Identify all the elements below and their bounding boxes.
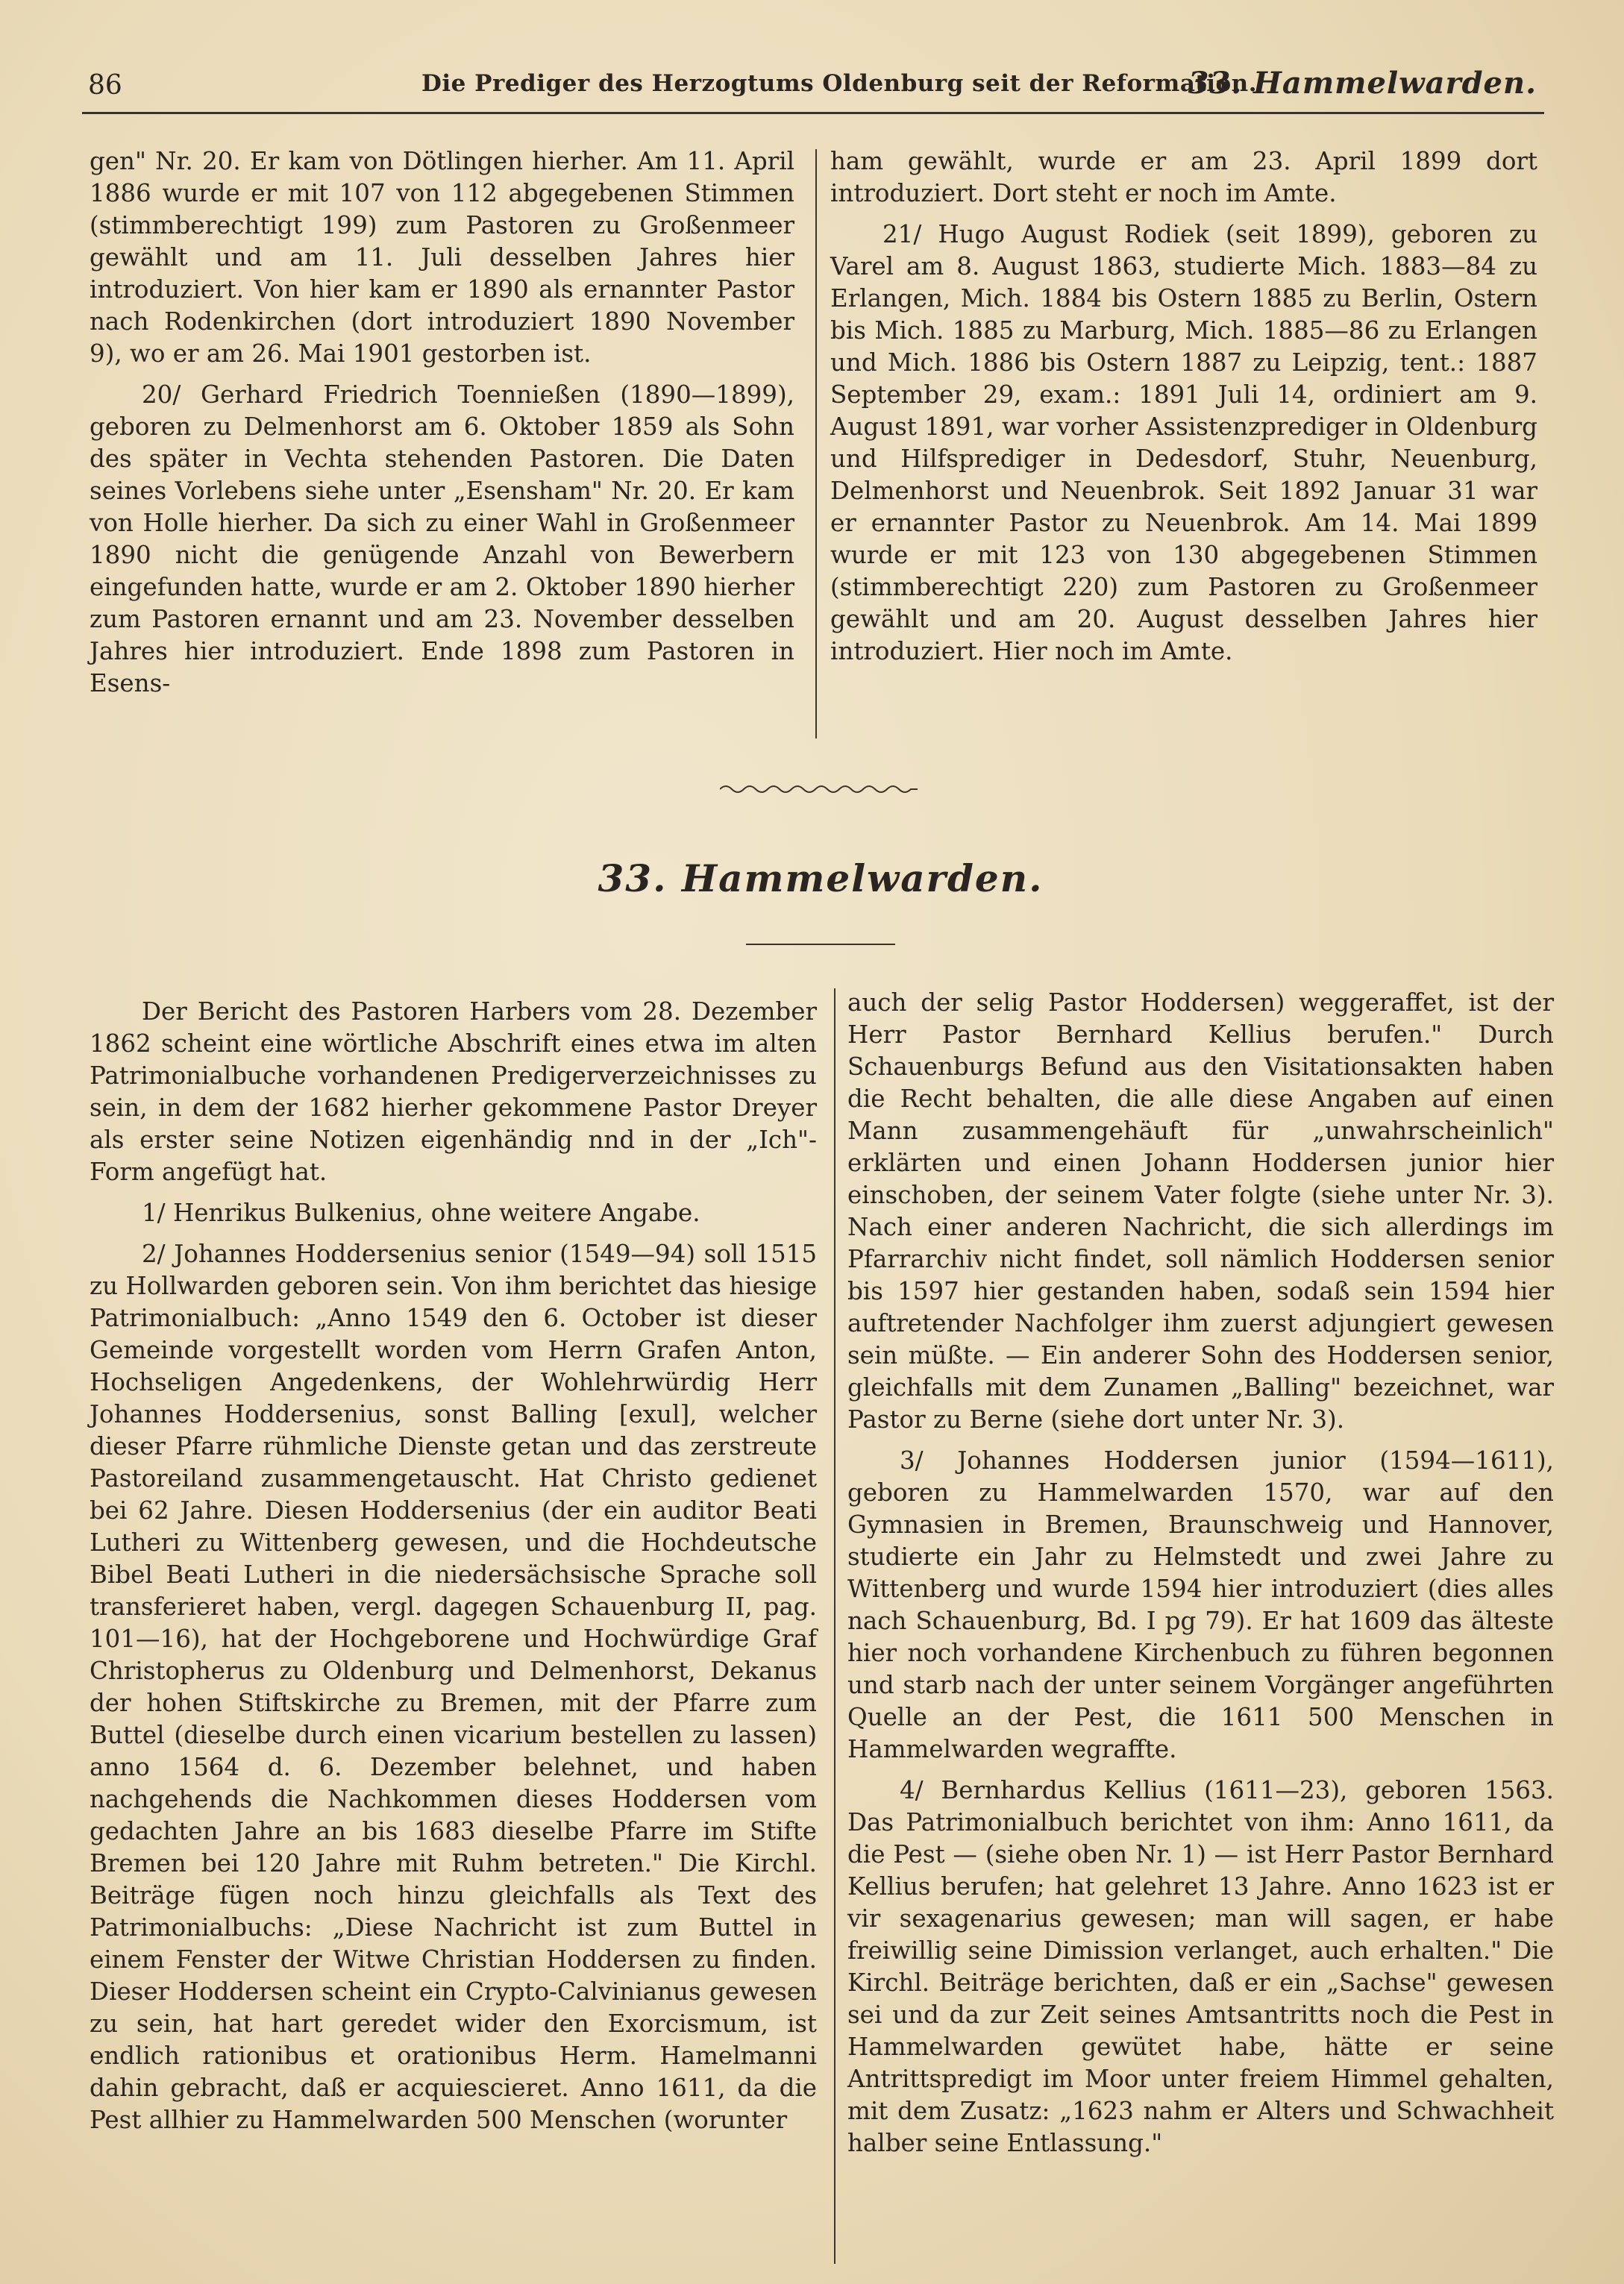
bottom-right-column	[847, 987, 1554, 2159]
paragraph: 21/ Hugo August Rodiek (seit 1899), geboren zu Varel am 8. August 1863, studierte Mich. 1883—84 zu Erlangen, Mich. 1884 bis Ostern 1885 zu Berlin, Ostern bis Mich. 1885 zu Marburg, Mich. 1885—86 zu Erlangen und Mich. 1886 bis Ostern 1887 zu Leipzig, tent.: 1887 September 29, exam.: 1891 Juli 14, ordiniert am 9. August 1891, war vorher Assistenzprediger in Oldenburg und Hilfsprediger in Dedesdorf, Stuhr, Neuenburg, Delmenhorst und Neuenbrok. Seit 1892 Januar 31 war er ernannter Pastor zu Neuenbrok. Am 14. Mai 1899 wurde er mit 123 von 130 abgegebenen Stimmen (stimmberechtigt 220) zum Pastoren zu Großenmeer gewählt und am 20. August desselben Jahres hier introduziert. Hier noch im Amte.	[830, 220, 1537, 665]
paragraph: 20/ Gerhard Friedrich Toennießen (1890—1899), geboren zu Delmenhorst am 6. Oktober 1859 als Sohn des später in Vechta stehenden Pastoren. Die Daten seines Vorlebens siehe unter „Esensham" Nr. 20. Er kam von Holle hierher. Da sich zu einer Wahl in Großenmeer 1890 nicht die genügende Anzahl von Bewerbern eingefunden hatte, wurde er am 2. Oktober 1890 hierher zum Pastoren ernannt und am 23. November desselben Jahres hier introduziert. Ende 1898 zum Pastoren in Esens-	[90, 380, 794, 697]
running-header	[82, 66, 1544, 103]
column-divider	[834, 988, 835, 2264]
paragraph: gen" Nr. 20. Er kam von Dötlingen hierher. Am 11. April 1886 wurde er mit 107 von 112 abgegebenen Stimmen (stimmberechtigt 199) zum Pastoren zu Großenmeer gewählt und am 11. Juli desselben Jahres hier introduziert. Von hier kam er 1890 als ernannter Pastor nach Rodenkirchen (dort introduziert 1890 November 9), wo er am 26. Mai 1901 gestorben ist.	[90, 147, 794, 368]
bottom-left-column	[90, 996, 817, 2136]
header-rule	[82, 112, 1544, 114]
section-rule	[746, 944, 895, 945]
paragraph: 4/ Bernhardus Kellius (1611—23), geboren 1563. Das Patrimonialbuch berichtet von ihm: Anno 1611, da die Pest — (siehe oben Nr. 1) — ist Herr Pastor Bernhard Kellius berufen; hat gelehret 13 Jahre. Anno 1623 ist er vir sexagenarius gewesen; man will sagen, er habe freiwillig seine Dimission verlanget, auch erhalten." Die Kirchl. Beiträge berichten, daß er ein „Sachse" gewesen sei und da zur Zeit seines Amtsantritts noch die Pest in Hammelwarden gewütet habe, hätte er seine Antrittspredigt im Moor unter freiem Himmel gehalten, mit dem Zusatz: „1623 nahm er Alters und Schwachheit halber seine Entlassung."	[847, 1776, 1554, 2157]
paragraph: 2/ Johannes Hoddersenius senior (1549—94) soll 1515 zu Hollwarden geboren sein. Von ihm berichtet das hiesige Patrimonialbuch: „Anno 1549 den 6. October ist dieser Gemeinde vorgestellt worden vom Herrn Grafen Anton, Hochseligen Angedenkens, der Wohlehrwürdig Herr Johannes Hoddersenius, sonst Balling [exul], welcher dieser Pfarre rühmliche Dienste getan und das zerstreute Pastoreiland zusammengetauscht. Hat Christo gedienet bei 62 Jahre. Diesen Hoddersenius (der ein auditor Beati Lutheri zu Wittenberg gewesen, und die Hochdeutsche Bibel Beati Lutheri in die niedersächsische Sprache soll transferieret haben, vergl. dagegen Schauenburg II, pag. 101—16), hat der Hochgeborene und Hochwürdige Graf Christopherus zu Oldenburg und Delmenhorst, Dekanus der hohen Stiftskirche zu Bremen, mit der Pfarre zum Buttel (dieselbe durch einen vicarium bestellen zu lassen) anno 1564 d. 6. Dezember belehnet, und haben nachgehends die Nachkommen dieses Hoddersen vom gedachten Jahre an bis 1683 dieselbe Pfarre im Stifte Bremen bei 120 Jahre mit Ruhm betreten." Die Kirchl. Beiträge fügen noch hinzu gleichfalls als Text des Patrimonialbuchs: „Diese Nachricht ist zum Buttel in einem Fenster der Witwe Christian Hoddersen zu finden. Dieser Hoddersen scheint ein Crypto-Calvinianus gewesen zu sein, hat hart geredet wider den Exorcismum, ist endlich rationibus et orationibus Herm. Hamelmanni dahin gebracht, daß er acquiescieret. Anno 1611, da die Pest allhier zu Hammelwarden 500 Menschen (worunter	[90, 1240, 817, 2134]
paragraph: 1/ Henrikus Bulkenius, ohne weitere Angabe.	[142, 1199, 700, 1227]
paragraph: ham gewählt, wurde er am 23. April 1899 dort introduziert. Dort steht er noch im Amte.	[830, 147, 1537, 207]
column-divider	[815, 149, 817, 738]
paragraph: 3/ Johannes Hoddersen junior (1594—1611), geboren zu Hammelwarden 1570, war auf den Gymnasien in Bremen, Braunschweig und Hannover, studierte ein Jahr zu Helmstedt und zwei Jahre zu Wittenberg und wurde 1594 hier introduziert (dies alles nach Schauenburg, Bd. I pg 79). Er hat 1609 das älteste hier noch vorhandene Kirchenbuch zu führen begonnen und starb nach der unter seinem Vorgänger angeführten Quelle an der Pest, die 1611 500 Menschen in Hammelwarden wegraffte.	[847, 1446, 1554, 1763]
top-left-column	[90, 145, 794, 700]
ornament-divider	[720, 781, 918, 797]
running-section: 33. Hammelwarden.	[1188, 66, 1537, 101]
paragraph: auch der selig Pastor Hoddersen) weggeraffet, ist der Herr Pastor Bernhard Kellius berufen." Durch Schauenburgs Befund aus den Visitationsakten haben die Recht behalten, die alle diese Angaben auf einen Mann zusammengehäuft für „unwahrscheinlich" erklärten und einen Johann Hoddersen junior hier einschoben, der seinem Vater folgte (siehe unter Nr. 3). Nach einer anderen Nachricht, die sich allerdings im Pfarrarchiv nicht findet, soll nämlich Hoddersen senior bis 1597 hier gestanden haben, sodaß sein 1594 hier auftretender Nachfolger ihm zuerst adjungiert gewesen sein müßte. — Ein anderer Sohn des Hoddersen senior, gleichfalls mit dem Zunamen „Balling" bezeichnet, war Pastor zu Berne (siehe dort unter Nr. 3).	[847, 988, 1554, 1434]
section-title: 33. Hammelwarden.	[598, 856, 1044, 900]
running-title: Die Prediger des Herzogtums Oldenburg seit der Reformation.	[421, 70, 1258, 97]
paragraph: Der Bericht des Pastoren Harbers vom 28. Dezember 1862 scheint eine wörtliche Abschrift eines etwa im alten Patrimonialbuche vorhandenen Predigerverzeichnisses zu sein, in dem der 1682 hierher gekommene Pastor Dreyer als erster seine Notizen eigenhändig nnd in der „Ich"-Form angefügt hat.	[90, 997, 817, 1186]
top-right-column	[830, 145, 1537, 668]
page-number: 86	[88, 70, 122, 101]
